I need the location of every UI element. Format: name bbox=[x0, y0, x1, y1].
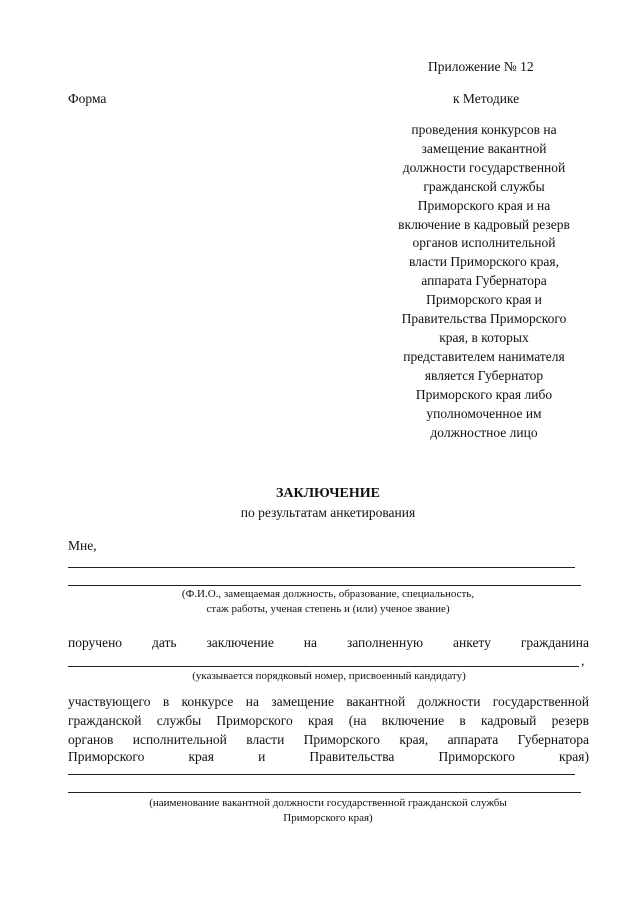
fill-line-position-2 bbox=[68, 792, 581, 793]
comma: , bbox=[581, 653, 585, 668]
participating-line: участвующего в конкурсе на замещение вакантной должности государственной bbox=[68, 694, 589, 709]
last-line-word: Правительства bbox=[309, 749, 395, 764]
fill-line-position-1 bbox=[68, 774, 575, 775]
last-line-word: края) bbox=[558, 749, 589, 764]
me-label: Мне, bbox=[68, 538, 97, 553]
last-line-word: и bbox=[258, 749, 266, 764]
appendix-number: Приложение № 12 bbox=[428, 59, 534, 74]
method-line: Правительства Приморского bbox=[401, 311, 567, 327]
method-line: гражданской службы bbox=[423, 178, 545, 194]
method-line: Приморского края либо bbox=[415, 386, 553, 402]
form-label: Форма bbox=[68, 91, 107, 106]
fio-hint-line: (Ф.И.О., замещаемая должность, образование, специальность, bbox=[181, 588, 475, 600]
participating-paragraph bbox=[68, 692, 589, 749]
document-title: ЗАКЛЮЧЕНИЕ bbox=[275, 486, 381, 501]
method-line: включение в кадровый резерв bbox=[398, 216, 570, 232]
to-method-label: к Методике bbox=[453, 91, 520, 106]
method-line: аппарата Губернатора bbox=[421, 273, 547, 289]
method-description bbox=[393, 121, 575, 442]
method-line: представителем нанимателя bbox=[403, 348, 565, 364]
fio-hint-line: стаж работы, ученая степень и (или) ученое звание) bbox=[206, 603, 450, 615]
assigned-word: заключение bbox=[206, 635, 274, 650]
last-line-word: Приморского bbox=[438, 749, 515, 764]
last-line-row bbox=[68, 749, 589, 765]
position-hint-line: (наименование вакантной должности государственной гражданской службы bbox=[149, 797, 507, 809]
method-line: должности государственной bbox=[402, 159, 566, 175]
method-line: уполномоченное им bbox=[426, 405, 542, 421]
method-line: власти Приморского края, bbox=[408, 254, 559, 270]
participating-line: органов исполнительной власти Приморского края, аппарата Губернатора bbox=[68, 732, 589, 747]
fio-hint bbox=[0, 587, 640, 617]
fill-line-fio-2 bbox=[68, 585, 581, 586]
assigned-row bbox=[68, 635, 589, 651]
fill-line-number bbox=[68, 666, 579, 667]
fill-line-fio-1 bbox=[68, 567, 575, 568]
assigned-word: дать bbox=[151, 635, 177, 650]
participating-line: гражданской службы Приморского края (на включение в кадровый резерв bbox=[68, 713, 589, 728]
method-line: проведения конкурсов на bbox=[411, 122, 557, 137]
method-line: края, в которых bbox=[439, 329, 529, 345]
number-hint: (указывается порядковый номер, присвоенный кандидату) bbox=[192, 670, 466, 682]
method-line: органов исполнительной bbox=[412, 235, 556, 251]
method-line: Приморского края и на bbox=[417, 197, 551, 213]
method-line: замещение вакантной bbox=[421, 140, 547, 156]
last-line-word: Приморского bbox=[68, 749, 145, 764]
assigned-word: на bbox=[303, 635, 317, 650]
position-hint-line: Приморского края) bbox=[283, 812, 373, 824]
assigned-word: поручено bbox=[68, 635, 123, 650]
position-hint bbox=[0, 796, 640, 826]
method-line: является Губернатор bbox=[424, 367, 544, 383]
method-line: должностное лицо bbox=[430, 424, 538, 440]
document-subtitle: по результатам анкетирования bbox=[240, 505, 416, 520]
assigned-word: анкету bbox=[453, 635, 491, 650]
assigned-word: заполненную bbox=[346, 635, 424, 650]
last-line-word: края bbox=[188, 749, 214, 764]
method-line: Приморского края и bbox=[426, 292, 542, 308]
assigned-word: гражданина bbox=[520, 635, 589, 650]
